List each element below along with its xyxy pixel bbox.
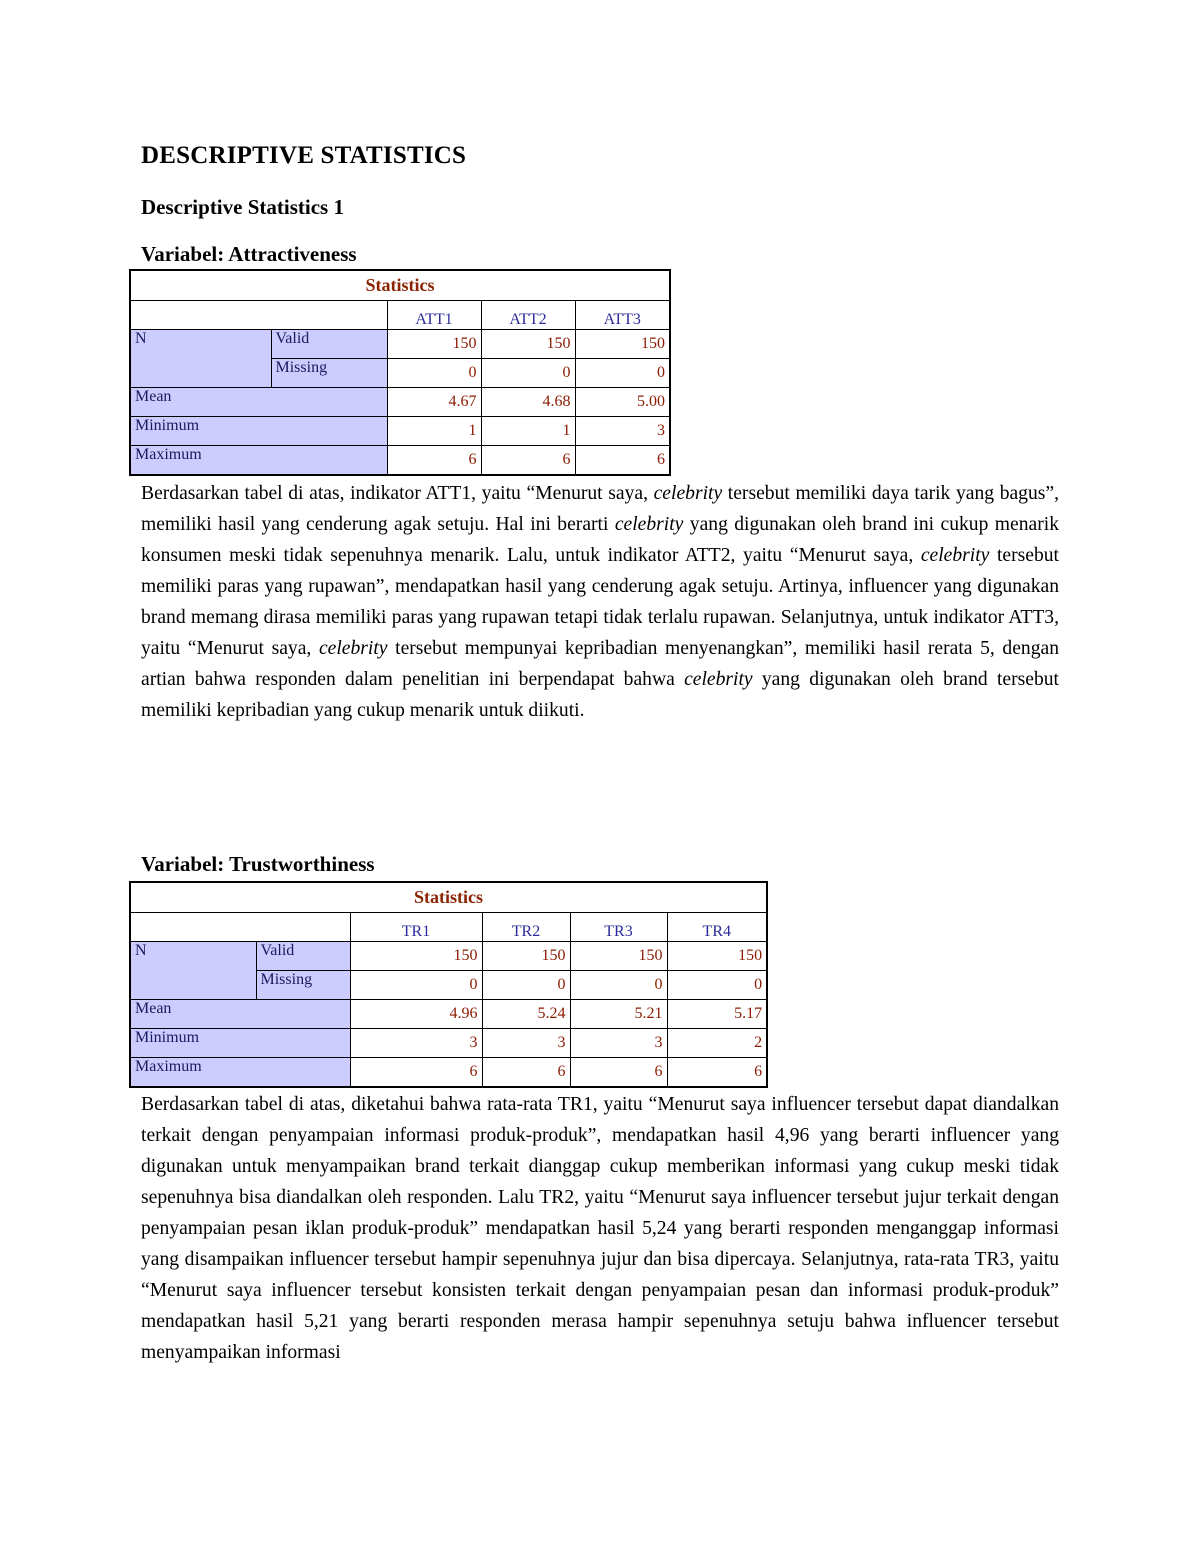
row-label-valid: Valid bbox=[256, 942, 350, 971]
cell-value: 150 bbox=[387, 330, 481, 359]
row-label-missing: Missing bbox=[256, 971, 350, 1000]
row-label-mean: Mean bbox=[130, 1000, 350, 1029]
row-label-n: N bbox=[130, 942, 256, 1000]
cell-value: 0 bbox=[667, 971, 767, 1000]
cell-value: 0 bbox=[570, 971, 667, 1000]
cell-value: 5.00 bbox=[575, 388, 670, 417]
cell-value: 4.68 bbox=[481, 388, 575, 417]
row-label-missing: Missing bbox=[271, 359, 387, 388]
column-header: TR2 bbox=[482, 913, 570, 942]
cell-value: 2 bbox=[667, 1029, 767, 1058]
section-subtitle: Descriptive Statistics 1 bbox=[141, 195, 344, 219]
cell-value: 6 bbox=[350, 1058, 482, 1088]
row-label-maximum: Maximum bbox=[130, 1058, 350, 1088]
row-label-minimum: Minimum bbox=[130, 1029, 350, 1058]
cell-value: 6 bbox=[667, 1058, 767, 1088]
cell-value: 0 bbox=[387, 359, 481, 388]
cell-value: 5.24 bbox=[482, 1000, 570, 1029]
cell-value: 150 bbox=[575, 330, 670, 359]
cell-value: 4.67 bbox=[387, 388, 481, 417]
table-corner bbox=[130, 913, 350, 942]
cell-value: 5.17 bbox=[667, 1000, 767, 1029]
row-label-mean: Mean bbox=[130, 388, 387, 417]
variable-heading-trustworthiness: Variabel: Trustworthiness bbox=[141, 852, 375, 876]
cell-value: 6 bbox=[575, 446, 670, 476]
cell-value: 3 bbox=[570, 1029, 667, 1058]
cell-value: 6 bbox=[570, 1058, 667, 1088]
column-header: ATT3 bbox=[575, 301, 670, 330]
paragraph-attractiveness: Berdasarkan tabel di atas, indikator ATT1, yaitu “Menurut saya, celebrity tersebut memiliki daya tarik yang bagus”, memiliki hasil yang cenderung agak setuju. Hal ini berarti celebrity yang digunakan oleh brand ini cukup menarik konsumen meski tidak sepenuhnya menarik. Lalu, untuk indikator ATT2, yaitu “Menurut saya, celebrity tersebut memiliki paras yang rupawan”, mendapatkan hasil yang cenderung agak setuju. Artinya, influencer yang digunakan brand memang dirasa memiliki paras yang rupawan tetapi tidak terlalu rupawan. Selanjutnya, untuk indikator ATT3, yaitu “Menurut saya, celebrity tersebut mempunyai kepribadian menyenangkan”, memiliki hasil rerata 5, dengan artian bahwa responden dalam penelitian ini berpendapat bahwa celebrity yang digunakan oleh brand tersebut memiliki kepribadian yang cukup menarik untuk diikuti. bbox=[141, 483, 1059, 721]
cell-value: 150 bbox=[482, 942, 570, 971]
row-label-minimum: Minimum bbox=[130, 417, 387, 446]
row-label-n: N bbox=[130, 330, 271, 388]
cell-value: 150 bbox=[350, 942, 482, 971]
column-header: TR1 bbox=[350, 913, 482, 942]
table-corner bbox=[130, 301, 387, 330]
cell-value: 4.96 bbox=[350, 1000, 482, 1029]
cell-value: 5.21 bbox=[570, 1000, 667, 1029]
cell-value: 0 bbox=[482, 971, 570, 1000]
cell-value: 150 bbox=[481, 330, 575, 359]
table-caption: Statistics bbox=[130, 882, 767, 913]
page-title: DESCRIPTIVE STATISTICS bbox=[141, 142, 467, 169]
cell-value: 6 bbox=[482, 1058, 570, 1088]
column-header: ATT2 bbox=[481, 301, 575, 330]
column-header: ATT1 bbox=[387, 301, 481, 330]
cell-value: 3 bbox=[350, 1029, 482, 1058]
variable-heading-attractiveness: Variabel: Attractiveness bbox=[141, 242, 357, 266]
cell-value: 1 bbox=[387, 417, 481, 446]
cell-value: 3 bbox=[575, 417, 670, 446]
column-header: TR3 bbox=[570, 913, 667, 942]
cell-value: 6 bbox=[481, 446, 575, 476]
cell-value: 0 bbox=[481, 359, 575, 388]
statistics-table-attractiveness bbox=[129, 269, 671, 476]
cell-value: 0 bbox=[350, 971, 482, 1000]
row-label-maximum: Maximum bbox=[130, 446, 387, 476]
cell-value: 6 bbox=[387, 446, 481, 476]
cell-value: 0 bbox=[575, 359, 670, 388]
statistics-table-trustworthiness bbox=[129, 881, 768, 1088]
cell-value: 150 bbox=[570, 942, 667, 971]
table-caption: Statistics bbox=[130, 270, 670, 301]
cell-value: 1 bbox=[481, 417, 575, 446]
cell-value: 150 bbox=[667, 942, 767, 971]
cell-value: 3 bbox=[482, 1029, 570, 1058]
column-header: TR4 bbox=[667, 913, 767, 942]
row-label-valid: Valid bbox=[271, 330, 387, 359]
paragraph-trustworthiness: Berdasarkan tabel di atas, diketahui bahwa rata-rata TR1, yaitu “Menurut saya influencer tersebut dapat diandalkan terkait dengan penyampaian informasi produk-produk”, mendapatkan hasil 4,96 yang berarti influencer yang digunakan untuk menyampaikan brand terkait dianggap cukup memberikan informasi yang cukup meski tidak sepenuhnya bisa diandalkan oleh responden. Lalu TR2, yaitu “Menurut saya influencer tersebut jujur terkait dengan penyampaian pesan iklan produk-produk” mendapatkan hasil 5,24 yang berarti responden menganggap informasi yang disampaikan influencer tersebut hampir sepenuhnya jujur dan bisa dipercaya. Selanjutnya, rata-rata TR3, yaitu “Menurut saya influencer tersebut konsisten terkait dengan penyampaian pesan dan informasi produk-produk” mendapatkan hasil 5,21 yang berarti responden merasa hampir sepenuhnya setuju bahwa influencer tersebut menyampaikan informasi bbox=[141, 1094, 1059, 1363]
